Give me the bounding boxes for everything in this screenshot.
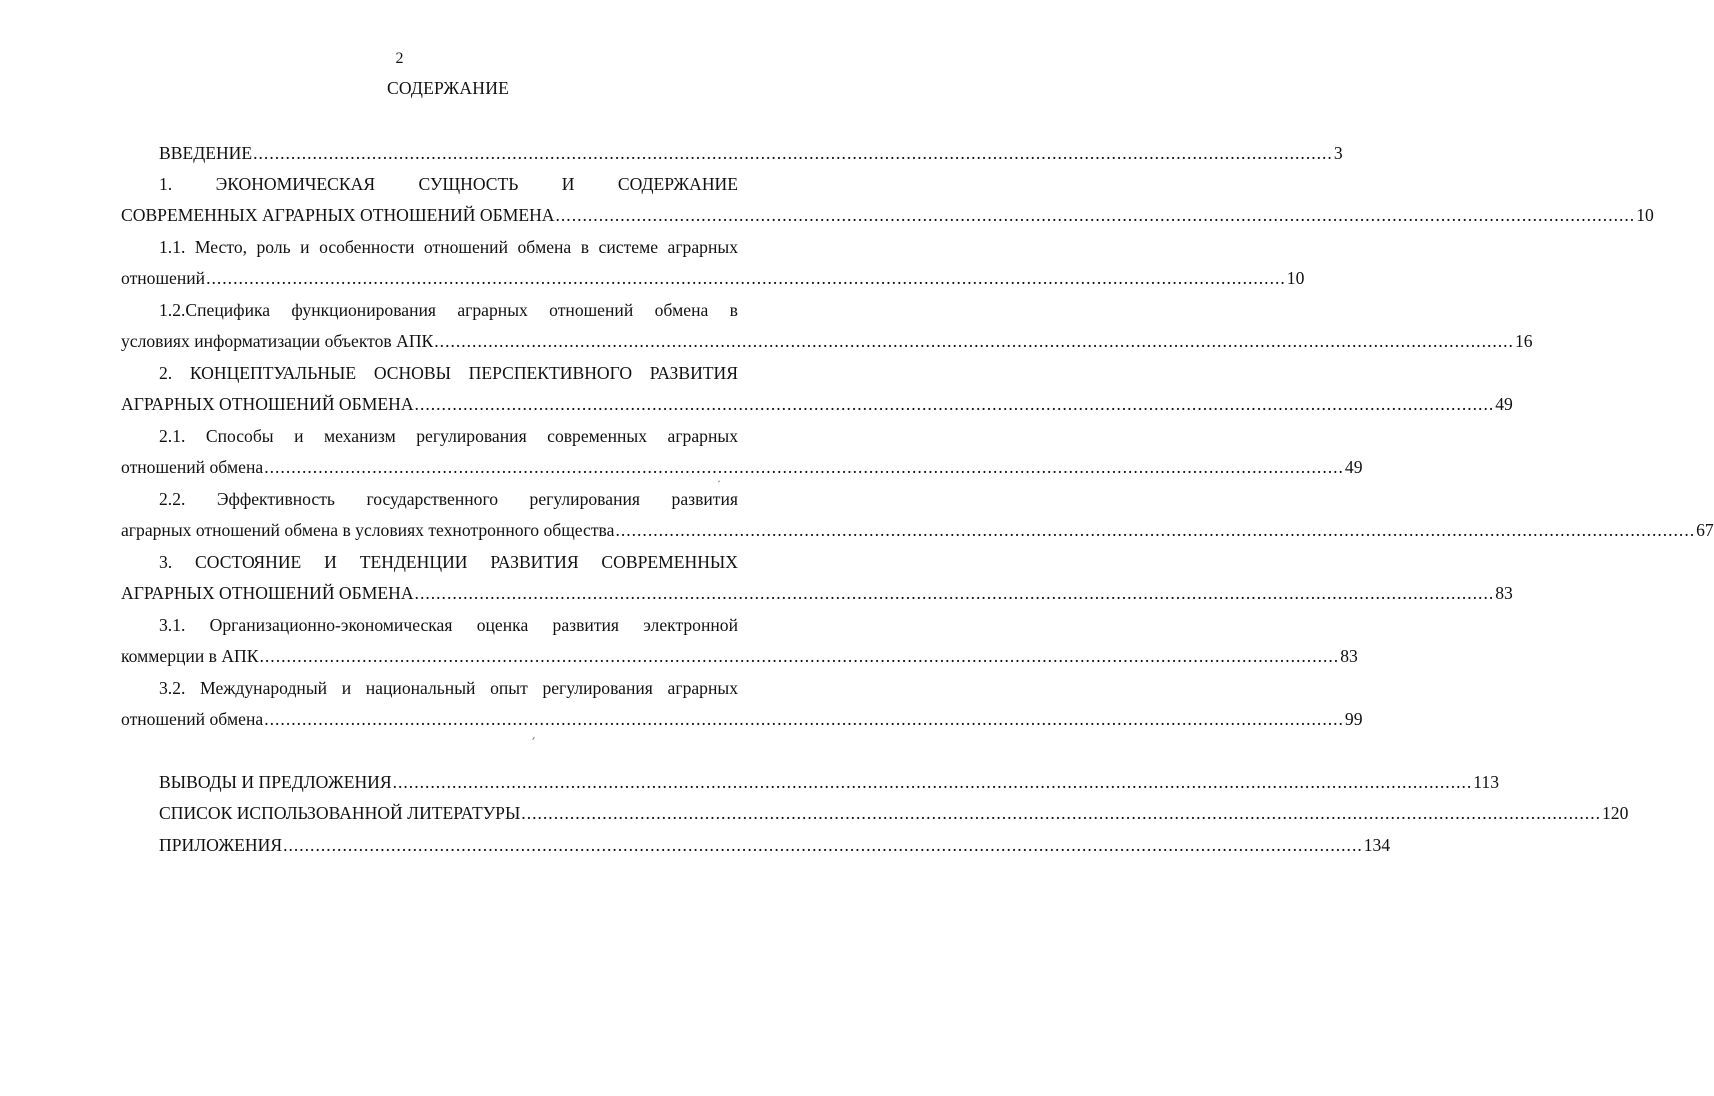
toc-entry-references[interactable] (159, 802, 1629, 824)
toc-entry-page: 16 (1514, 331, 1533, 351)
toc-entry-section-3-1-line1[interactable] (159, 614, 738, 636)
toc-entry-page: 3 (1333, 143, 1343, 163)
leader-dots: ........................................................................................................................................................................................................ (206, 268, 1286, 288)
leader-dots: ........................................................................................................................................................................................................ (414, 394, 1495, 414)
leader-dots: ........................................................................................................................................................................................................ (414, 583, 1495, 603)
toc-entry-introduction[interactable] (159, 142, 1343, 164)
toc-entry-page: 83 (1495, 583, 1513, 603)
leader-dots: ........................................................................................................................................................................................................ (434, 331, 1514, 351)
toc-entry-section-3-1-line2[interactable] (121, 645, 1358, 667)
toc-entry-text: 2.2. Эффективность государственного регулирования развития (159, 489, 738, 509)
toc-entry-text: аграрных отношений обмена в условиях технотронного общества (121, 520, 615, 540)
toc-entry-text: ВВЕДЕНИЕ (159, 143, 253, 163)
leader-dots: ........................................................................................................................................................................................................ (264, 457, 1344, 477)
toc-entry-text: АГРАРНЫХ ОТНОШЕНИЙ ОБМЕНА (121, 394, 414, 414)
toc-entry-page: 49 (1495, 394, 1513, 414)
toc-entry-chapter-2-line1[interactable] (159, 362, 738, 384)
toc-entry-page: 120 (1601, 803, 1629, 823)
toc-entry-section-2-2-line2[interactable] (121, 519, 1714, 541)
leader-dots: ........................................................................................................................................................................................................ (555, 205, 1636, 225)
toc-entry-text: 1.1. Место, роль и особенности отношений обмена в системе аграрных (159, 237, 738, 257)
toc-entry-conclusions[interactable] (159, 771, 1500, 793)
toc-entry-page: 49 (1344, 457, 1363, 477)
toc-entry-text: отношений (121, 268, 206, 288)
toc-entry-page: 134 (1363, 835, 1391, 855)
toc-entry-section-1-2-line2[interactable] (121, 330, 1533, 352)
toc-entry-text: 3. СОСТОЯНИЕ И ТЕНДЕНЦИИ РАЗВИТИЯ СОВРЕМЕННЫХ (159, 552, 738, 572)
toc-entry-text: АГРАРНЫХ ОТНОШЕНИЙ ОБМЕНА (121, 583, 414, 603)
leader-dots: ........................................................................................................................................................................................................ (283, 835, 1363, 855)
toc-entry-page: 113 (1473, 772, 1500, 792)
toc-entry-section-2-1-line1[interactable] (159, 425, 738, 447)
leader-dots: ........................................................................................................................................................................................................ (264, 709, 1344, 729)
toc-entry-section-3-2-line1[interactable] (159, 677, 738, 699)
toc-entry-text: СПИСОК ИСПОЛЬЗОВАННОЙ ЛИТЕРАТУРЫ (159, 803, 521, 823)
toc-entry-text: ВЫВОДЫ И ПРЕДЛОЖЕНИЯ (159, 772, 392, 792)
leader-dots: ........................................................................................................................................................................................................ (253, 143, 1333, 163)
scan-speck (532, 737, 535, 740)
leader-dots: ........................................................................................................................................................................................................ (259, 646, 1340, 666)
scan-speck (718, 480, 720, 482)
toc-entry-section-1-1-line1[interactable] (159, 236, 738, 258)
toc-entry-text: 2. КОНЦЕПТУАЛЬНЫЕ ОСНОВЫ ПЕРСПЕКТИВНОГО РАЗВИТИЯ (159, 363, 738, 383)
toc-entry-text: 3.2. Международный и национальный опыт регулирования аграрных (159, 678, 738, 698)
toc-entry-text: условиях информатизации объектов АПК (121, 331, 434, 351)
toc-entry-page: 83 (1340, 646, 1358, 666)
leader-dots: ........................................................................................................................................................................................................ (521, 803, 1601, 823)
toc-entry-page: 10 (1286, 268, 1305, 288)
toc-entry-chapter-1-line2[interactable] (121, 204, 1654, 226)
toc-entry-section-1-1-line2[interactable] (121, 267, 1305, 289)
toc-entry-page: 99 (1344, 709, 1363, 729)
toc-entry-text: СОВРЕМЕННЫХ АГРАРНЫХ ОТНОШЕНИЙ ОБМЕНА (121, 205, 555, 225)
toc-entry-text: 1.2.Специфика функционирования аграрных отношений обмена в (159, 300, 738, 320)
toc-entry-page: 10 (1636, 205, 1654, 225)
toc-entry-text: 1. ЭКОНОМИЧЕСКАЯ СУЩНОСТЬ И СОДЕРЖАНИЕ (159, 174, 738, 194)
toc-entry-appendices[interactable] (159, 834, 1391, 856)
toc-entry-section-3-2-line2[interactable] (121, 708, 1363, 730)
toc-entry-chapter-3-line1[interactable] (159, 551, 738, 573)
toc-entry-section-1-2-line1[interactable] (159, 299, 738, 321)
page-number: 2 (395, 50, 404, 67)
toc-entry-page: 67 (1696, 520, 1714, 540)
toc-entry-text: отношений обмена (121, 709, 264, 729)
toc-entry-chapter-3-line2[interactable] (121, 582, 1513, 604)
leader-dots: ........................................................................................................................................................................................................ (392, 772, 1473, 792)
toc-entry-section-2-1-line2[interactable] (121, 456, 1363, 478)
toc-entry-section-2-2-line1[interactable] (159, 488, 738, 510)
toc-entry-text: коммерции в АПК (121, 646, 259, 666)
toc-title: СОДЕРЖАНИЕ (386, 78, 510, 98)
toc-entry-text: ПРИЛОЖЕНИЯ (159, 835, 283, 855)
toc-entry-text: 3.1. Организационно-экономическая оценка развития электронной (159, 615, 738, 635)
toc-entry-chapter-1-line1[interactable] (159, 173, 738, 195)
toc-entry-text: отношений обмена (121, 457, 264, 477)
toc-entry-chapter-2-line2[interactable] (121, 393, 1513, 415)
toc-entry-text: 2.1. Способы и механизм регулирования современных аграрных (159, 426, 738, 446)
leader-dots: ........................................................................................................................................................................................................ (615, 520, 1696, 540)
